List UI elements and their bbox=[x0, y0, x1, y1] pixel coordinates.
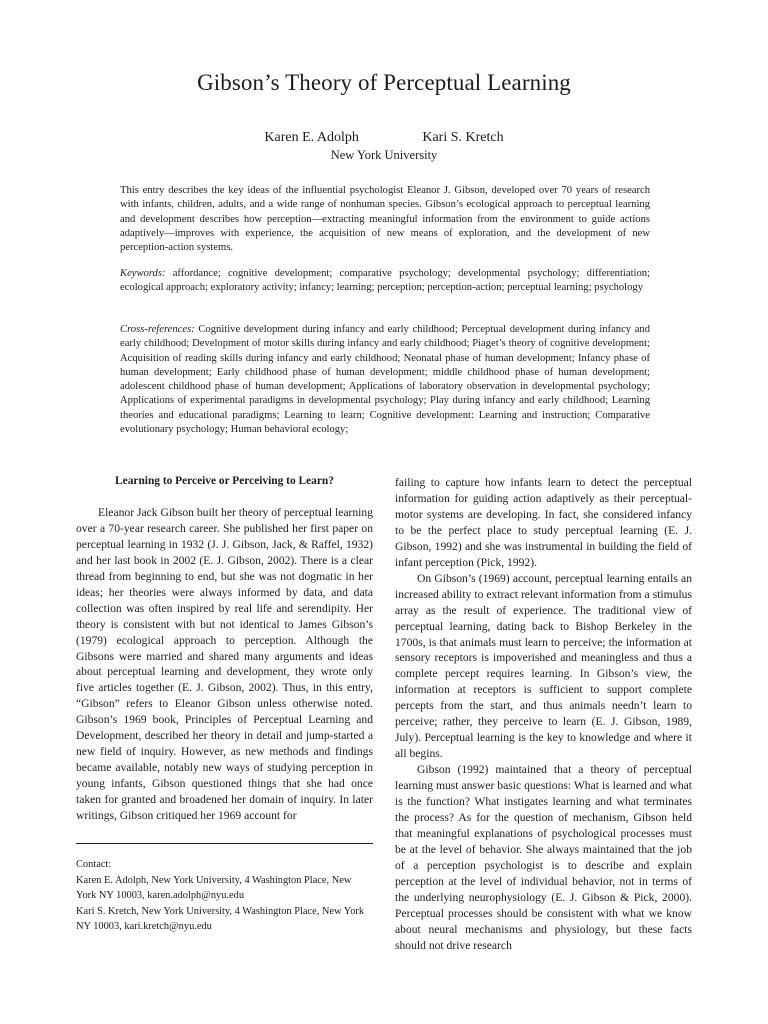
body-paragraph: On Gibson’s (1969) account, perceptual learning entails an increased ability to extract relevant information from a stimulus array as the result of experience. The traditional view of perceptual learning, dating back to Bishop Berkeley in the 1700s, is that animals must learn to perceive; the information at sensory receptors is impoverished and meaningless and thus a complete percept requires learning. In Gibson’s view, the information at receptors is sufficient to support complete percepts from the start, and thus animals needn’t learn to perceive; rather, they perceive to learn (E. J. Gibson, 1989, July). Perceptual learning is the key to knowledge and where it all begins. bbox=[395, 571, 692, 761]
right-column bbox=[395, 475, 692, 954]
contact-label: Contact: bbox=[76, 859, 112, 870]
keywords-label: Keywords: bbox=[120, 268, 166, 279]
contact-line: Kari S. Kretch, New York University, 4 Washington Place, New York NY 10003, kari.kretch@nyu.edu bbox=[76, 905, 365, 932]
author-list bbox=[0, 130, 768, 146]
cross-references-label: Cross-references: bbox=[120, 324, 195, 335]
left-column bbox=[76, 474, 373, 824]
abstract: This entry describes the key ideas of the influential psychologist Eleanor J. Gibson, developed over 70 years of research with infants, children, adults, and a wide range of nonhuman species. Gibson’s ecological approach to perceptual learning and development describes how perception—extracting meaningful information from the environment to guide actions adaptively—improves with experience, the acquisition of new means of exploration, and the development of new perception-action systems. bbox=[120, 185, 650, 254]
paper-title: Gibson’s Theory of Perceptual Learning bbox=[197, 70, 571, 95]
body-paragraph: Gibson (1992) maintained that a theory of perceptual learning must answer basic questions: What is learned and what is the function? What instigates learning and what terminates the process? As for the question of mechanism, Gibson held that meaningful explanations of psychological processes must be at the level of behavior. She always maintained that the job of a perception psychologist is to describe and explain perception at the level of individual behavior, not in terms of the underlying neurophysiology (E. J. Gibson & Pick, 2000). Perceptual processes should be consistent with what we know about neural mechanisms and physiology, but these facts should not drive research bbox=[395, 763, 692, 952]
body-paragraph: Eleanor Jack Gibson built her theory of perceptual learning over a 70-year research career. She published her first paper on perceptual learning in 1932 (J. J. Gibson, Jack, & Raffel, 1932) and her last book in 2002 (E. J. Gibson, 2002). There is a clear thread from beginning to end, but she was not dogmatic in her ideas; her theories were always informed by data, and data collection was often inspired by real life and serendipity. Her theory is consistent with but not identical to James Gibson’s (1979) ecological approach to perception. Although the Gibsons were married and shared many arguments and ideas about perceptual learning and development, they wrote only five articles together (E. J. Gibson, 2002). Thus, in this entry, “Gibson” refers to Eleanor Gibson unless otherwise noted. Gibson’s 1969 book, Principles of Perceptual Learning and Development, described her theory in detail and jump-started a new field of inquiry. However, as new methods and findings became available, notably new ways of studying perception in young infants, Gibson questioned things that she had once taken for granted and broadened her domain of inquiry. In later writings, Gibson critiqued her 1969 account for bbox=[76, 505, 373, 823]
section-heading: Learning to Perceive or Perceiving to Learn? bbox=[115, 475, 334, 487]
author-name: Karen E. Adolph bbox=[264, 130, 359, 145]
author-affiliation: New York University bbox=[330, 148, 438, 162]
keywords bbox=[120, 267, 650, 296]
body-paragraph: failing to capture how infants learn to detect the perceptual information for guiding action adaptively as their perceptual-motor systems are developing. In fact, she considered infancy to be the perfect place to study perceptual learning (E. J. Gibson, 1992) and she was instrumental in building the field of infant perception (Pick, 1992). bbox=[395, 476, 692, 569]
contact-line: Karen E. Adolph, New York University, 4 Washington Place, New York NY 10003, karen.adolph@nyu.edu bbox=[76, 874, 352, 901]
keywords-text: affordance; cognitive development; comparative psychology; developmental psychology; differentiation; ecological approach; exploratory activity; infancy; learning; perception; perception-action; perceptual learning; psychology bbox=[120, 268, 650, 294]
cross-references-text: Cognitive development during infancy and early childhood; Perceptual development during infancy and early childhood; Development of motor skills during infancy and early childhood; Piaget’s theory of cognitive development; Acquisition of reading skills during infancy and early childhood; Neonatal phase of human development; Infancy phase of human development; Early childhood phase of human development; middle childhood phase of human development; adolescent childhood phase of human development; Applications of laboratory observation in developmental psychology; Applications of experimental paradigms in developmental psychology; Play during infancy and early childhood; Learning theories and educational paradigms; Learning to learn; Cognitive development: Learning and instruction; Comparative evolutionary psychology; Human behavioral ecology; bbox=[120, 324, 650, 436]
author-name: Kari S. Kretch bbox=[422, 130, 504, 145]
cross-references bbox=[120, 323, 650, 437]
contact-footnote bbox=[76, 843, 373, 935]
